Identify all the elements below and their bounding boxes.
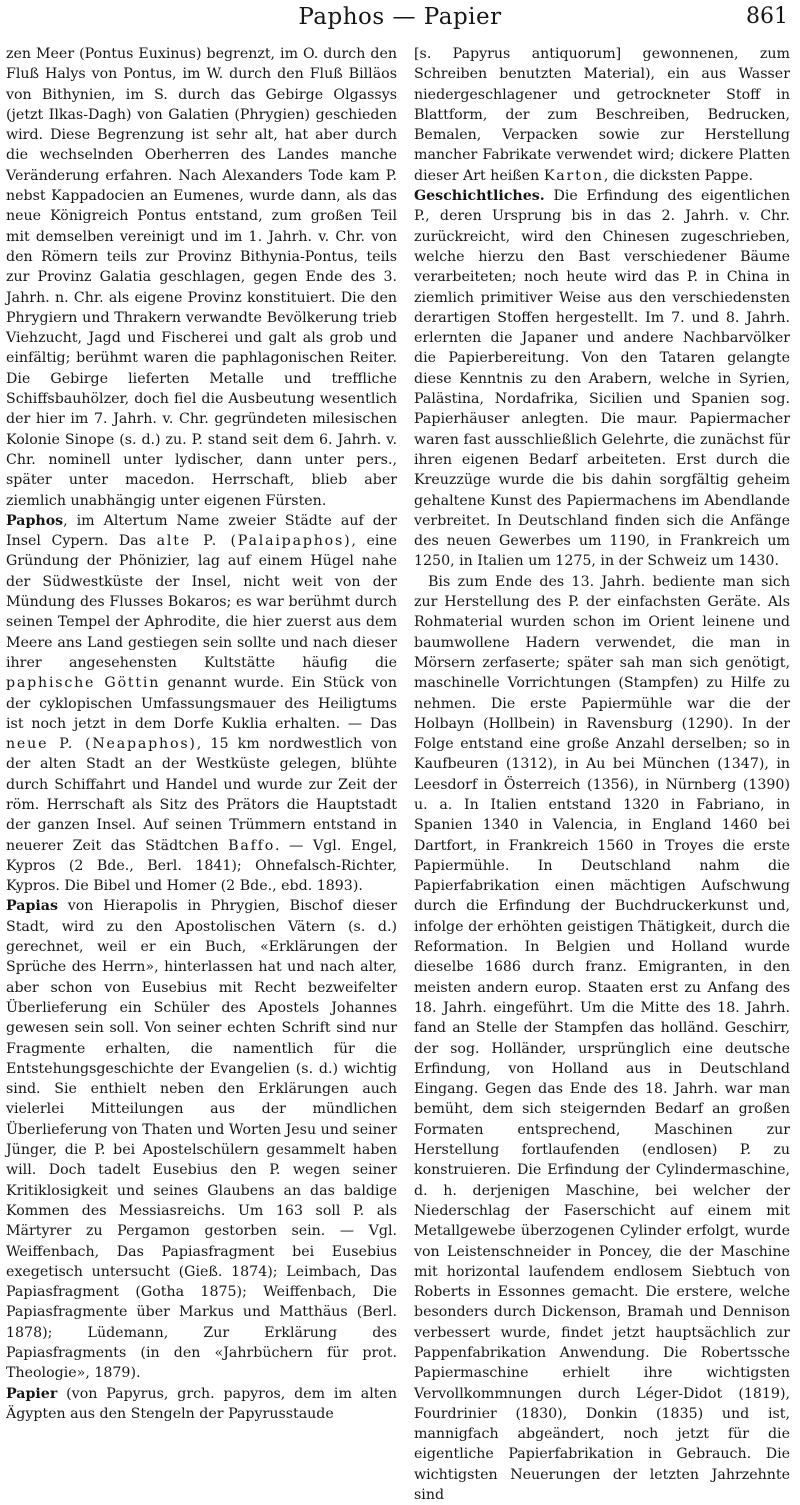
section-history-continued: Bis zum Ende des 13. Jahrh. bediente man sich zur Herstellung des P. der einfachsten Geräte. Als Rohmaterial wurden schon im Orient leinene und baumwollene Hadern verwendet, die man in Mörsern zerfaserte; später sah man sich genötigt, maschinelle Vorrichtungen (Stampfen) zu Hilfe zu nehmen. Die erste Papiermühle war die der Holbayn (Hollbein) in Ravensburg (1290). In der Folge entstand eine große Anzahl derselben; so in Kaufbeuren (1312), in Au bei München (1347), in Leesdorf in Österreich (1356), in Nürnberg (1390) u. a. In Italien entstand 1320 in Fabriano, in Spanien 1340 in Valencia, in England 1460 bei Dartfort, in Frankreich 1560 in Troyes die erste Papiermühle. In Deutschland nahm die Papierfabrikation einen mächtigen Aufschwung durch die Erfindung der Buchdruckerkunst und, infolge der erhöhten geistigen Thätigkeit, durch die Reformation. In Belgien und Holland wurde dieselbe 1686 durch franz. Emigranten, in den meisten andern europ. Staaten erst zu Anfang des 18. Jahrh. eingeführt. Um die Mitte des 18. Jahrh. fand an Stelle der Stampfen das holländ. Geschirr, der sog. Holländer, ursprünglich eine deutsche Erfindung, von Holland aus in Deutschland Eingang. Gegen das Ende des 18. Jahrh. war man bemüht, dem sich steigernden Bedarf an großen Formaten entsprechend, Maschinen zur Herstellung fortlaufenden (endlosen) P. zu konstruieren. Die Erfindung der Cylindermaschine, d. h. derjenigen Maschine, bei welcher der Niederschlag der Faserschicht auf einem mit Metallgewebe überzogenen Cylinder erfolgt, wurde von Leistenschneider in Poncey, die der Maschine mit horizontal laufendem endlosem Siebtuch von Roberts in Essonnes gemacht. Die erstere, welche besonders durch Dickenson, Bramah und Dennison verbessert wurde, findet jetzt hauptsächlich zur Pappenfabrikation Anwendung. Die Robertssche Papiermaschine erhielt ihre wichtigsten Vervollkommnungen durch Léger-Didot (1819), Fourdrinier (1830), Donkin (1835) und ist, mannigfach abgeändert, noch jetzt für die eigentliche Papierfabrikation in Gebrauch. Die wichtigsten Neuerungen der letzten Jahrzehnte sind [414, 573, 790, 1504]
entry-papier [6, 1384, 397, 1425]
column-divider [405, 44, 406, 1299]
left-column [6, 44, 397, 1424]
entry-papier-continuation [414, 44, 790, 186]
right-column [414, 44, 790, 1505]
entry-text: genannt wurde. Ein Stück von der cyklopischen Umfassungsmauer des Heiligtums ist noch jetzt in dem Dorfe Kuklia erhalten. — Das [6, 675, 397, 732]
spaced-term: Karton [543, 167, 604, 184]
entry-headword: Paphos [6, 512, 64, 529]
section-text: Die Erfindung des eigentlichen P., deren Ursprung bis in das 2. Jahrh. v. Chr. zurückreicht, wird den Chinesen zugeschrieben, welche hierzu den Bast verschiedener Bäume verarbeiteten; noch heute wird das P. in China in ziemlich primitiver Weise aus den verschiedensten derartigen Stoffen hergestellt. Im 7. und 8. Jahrh. erlernten die Japaner und andere Nachbarvölker die Papierbereitung. Von den Tataren gelangte diese Kenntnis zu den Arabern, welche in Syrien, Palästina, Nordafrika, Sicilien und Spanien sog. Papierhäuser anlegten. Die maur. Papiermacher waren fast ausschließlich Gelehrte, die zunächst für ihren eigenen Bedarf arbeiteten. Erst durch die Kreuzzüge wurde die bis dahin sorgfältig geheim gehaltene Kunst des Papiermachens im Abendlande verbreitet. In Deutschland finden sich die Anfänge des neuen Gewerbes um 1190, in Frankreich um 1250, in Italien um 1275, in der Schweiz um 1430. [414, 188, 790, 570]
spaced-term: neue P. (Neapaphos) [6, 736, 197, 753]
entry-text: , eine Gründung der Phönizier, lag auf einem Hügel nahe der Südwestküste der Insel, nicht weit von der Mündung des Flusses Bokaros; es war berühmt durch seinen Tempel der Aphrodite, die hier zuerst aus dem Meere ans Land gestiegen sein sollte und nach dieser ihrer angesehensten Kultstätte häufig die [6, 533, 397, 671]
page-header [0, 0, 800, 36]
section-heading: Geschichtliches. [414, 188, 545, 205]
entry-text: , die dicksten Pappe. [603, 167, 754, 184]
entry-papias [6, 896, 397, 1383]
entry-text: von Hierapolis in Phrygien, Bischof dieser Stadt, wird zu den Apostolischen Vätern (s. d.) gerechnet, weil er ein Buch, «Erklärungen der Sprüche des Herrn», hinterlassen hat und nach alter, aber schon von Eusebius mit Recht bezweifelter Überlieferung ein Schüler des Apostels Johannes gewesen sein soll. Von seiner echten Schrift sind nur Fragmente erhalten, die namentlich für die Entstehungsgeschichte der Evangelien (s. d.) wichtig sind. Sie enthielt neben den Erklärungen auch vielerlei Mitteilungen aus der mündlichen Überlieferung von Thaten und Worten Jesu und seiner Jünger, die P. bei Apostelschülern gesammelt haben will. Doch tadelt Eusebius den P. wegen seiner Kritiklosigkeit und seines Glaubens an das baldige Kommen des Messiasreichs. Um 163 soll P. als Märtyrer zu Pergamon gestorben sein. — Vgl. Weiffenbach, Das Papiasfragment bei Eusebius exegetisch untersucht (Gieß. 1874); Leimbach, Das Papiasfragment (Gotha 1875); Weiffenbach, Die Papiasfragmente über Markus und Matthäus (Berl. 1878); Lüdemann, Zur Erklärung des Papiasfragments (in den «Jahrbüchern für prot. Theologie», 1879). [6, 898, 397, 1382]
running-title: Paphos — Papier [298, 4, 502, 30]
entry-text: , im Altertum Name zweier Städte auf der Insel Cypern. Das [6, 512, 397, 550]
entry-text: , 15 km nordwestlich von der alten Stadt an der Westküste gelegen, blühte durch Schiffahrt und Handel und wurde zur Zeit der röm. Herrschaft als Sitz des Prätors die Hauptstadt der ganzen Insel. Auf seinen Trümmern entstand in neuerer Zeit das Städtchen [6, 736, 397, 854]
entry-paphlagonien-continuation: zen Meer (Pontus Euxinus) begrenzt, im O. durch den Fluß Halys von Pontus, im W. durch den Fluß Billäos von Bithynien, im S. durch das Gebirge Olgassys (jetzt Ilkas-Dagh) von Galatien (Phrygien) geschieden wird. Diese Begrenzung ist sehr alt, hat aber durch die wechselnden Oberherren des Landes manche Veränderung erfahren. Nach Alexanders Tode kam P. nebst Kappadocien an Eumenes, wurde dann, als das neue Königreich Pontus entstand, zum großen Teil mit demselben vereinigt und im 1. Jahrh. v. Chr. von den Römern teils zur Provinz Bithynia-Pontus, teils zur Provinz Galatia geschlagen, gegen Ende des 3. Jahrh. n. Chr. als eigene Provinz konstituiert. Die den Phrygiern und Thrakern verwandte Bevölkerung trieb Viehzucht, Jagd und Fischerei und galt als grob und einfältig; berühmt waren die paphlagonischen Reiter. Die Gebirge lieferten Metalle und treffliche Schiffsbauhölzer, doch fiel die Ausbeutung wesentlich der hier im 7. Jahrh. v. Chr. gegründeten milesischen Kolonie Sinope (s. d.) zu. P. stand seit dem 6. Jahrh. v. Chr. nominell unter lydischer, dann unter pers., später unter macedon. Herrschaft, blieb aber ziemlich unabhängig unter eigenen Fürsten. [6, 46, 397, 509]
entry-text: [s. Papyrus antiquorum] gewonnenen, zum Schreiben benutzten Material), ein aus Wasser niedergeschlagener und getrockneter Stoff in Blattform, der zum Beschreiben, Bedrucken, Bemalen, Verpacken sowie zur Herstellung mancher Fabrikate verwendet wird; dickere Platten dieser Art heißen [414, 46, 790, 184]
entry-text: . — Vgl. Engel, Kypros (2 Bde., Berl. 1841); Ohnefalsch-Richter, Kypros. Die Bibel und Homer (2 Bde., ebd. 1893). [6, 837, 397, 895]
entry-text: (von Papyrus, grch. papyros, dem im alten Ägypten aus den Stengeln der Papyrusstaude [6, 1385, 397, 1422]
spaced-term: Baffo [228, 837, 276, 854]
entry-headword: Papias [6, 898, 58, 915]
page-number: 861 [746, 4, 788, 29]
spaced-term: alte P. (Palaipaphos) [156, 533, 352, 550]
section-geschichtliches [414, 186, 790, 572]
spaced-term: paphische Göttin [6, 675, 161, 692]
entry-paphos [6, 511, 397, 897]
entry-headword: Papier [6, 1385, 58, 1402]
